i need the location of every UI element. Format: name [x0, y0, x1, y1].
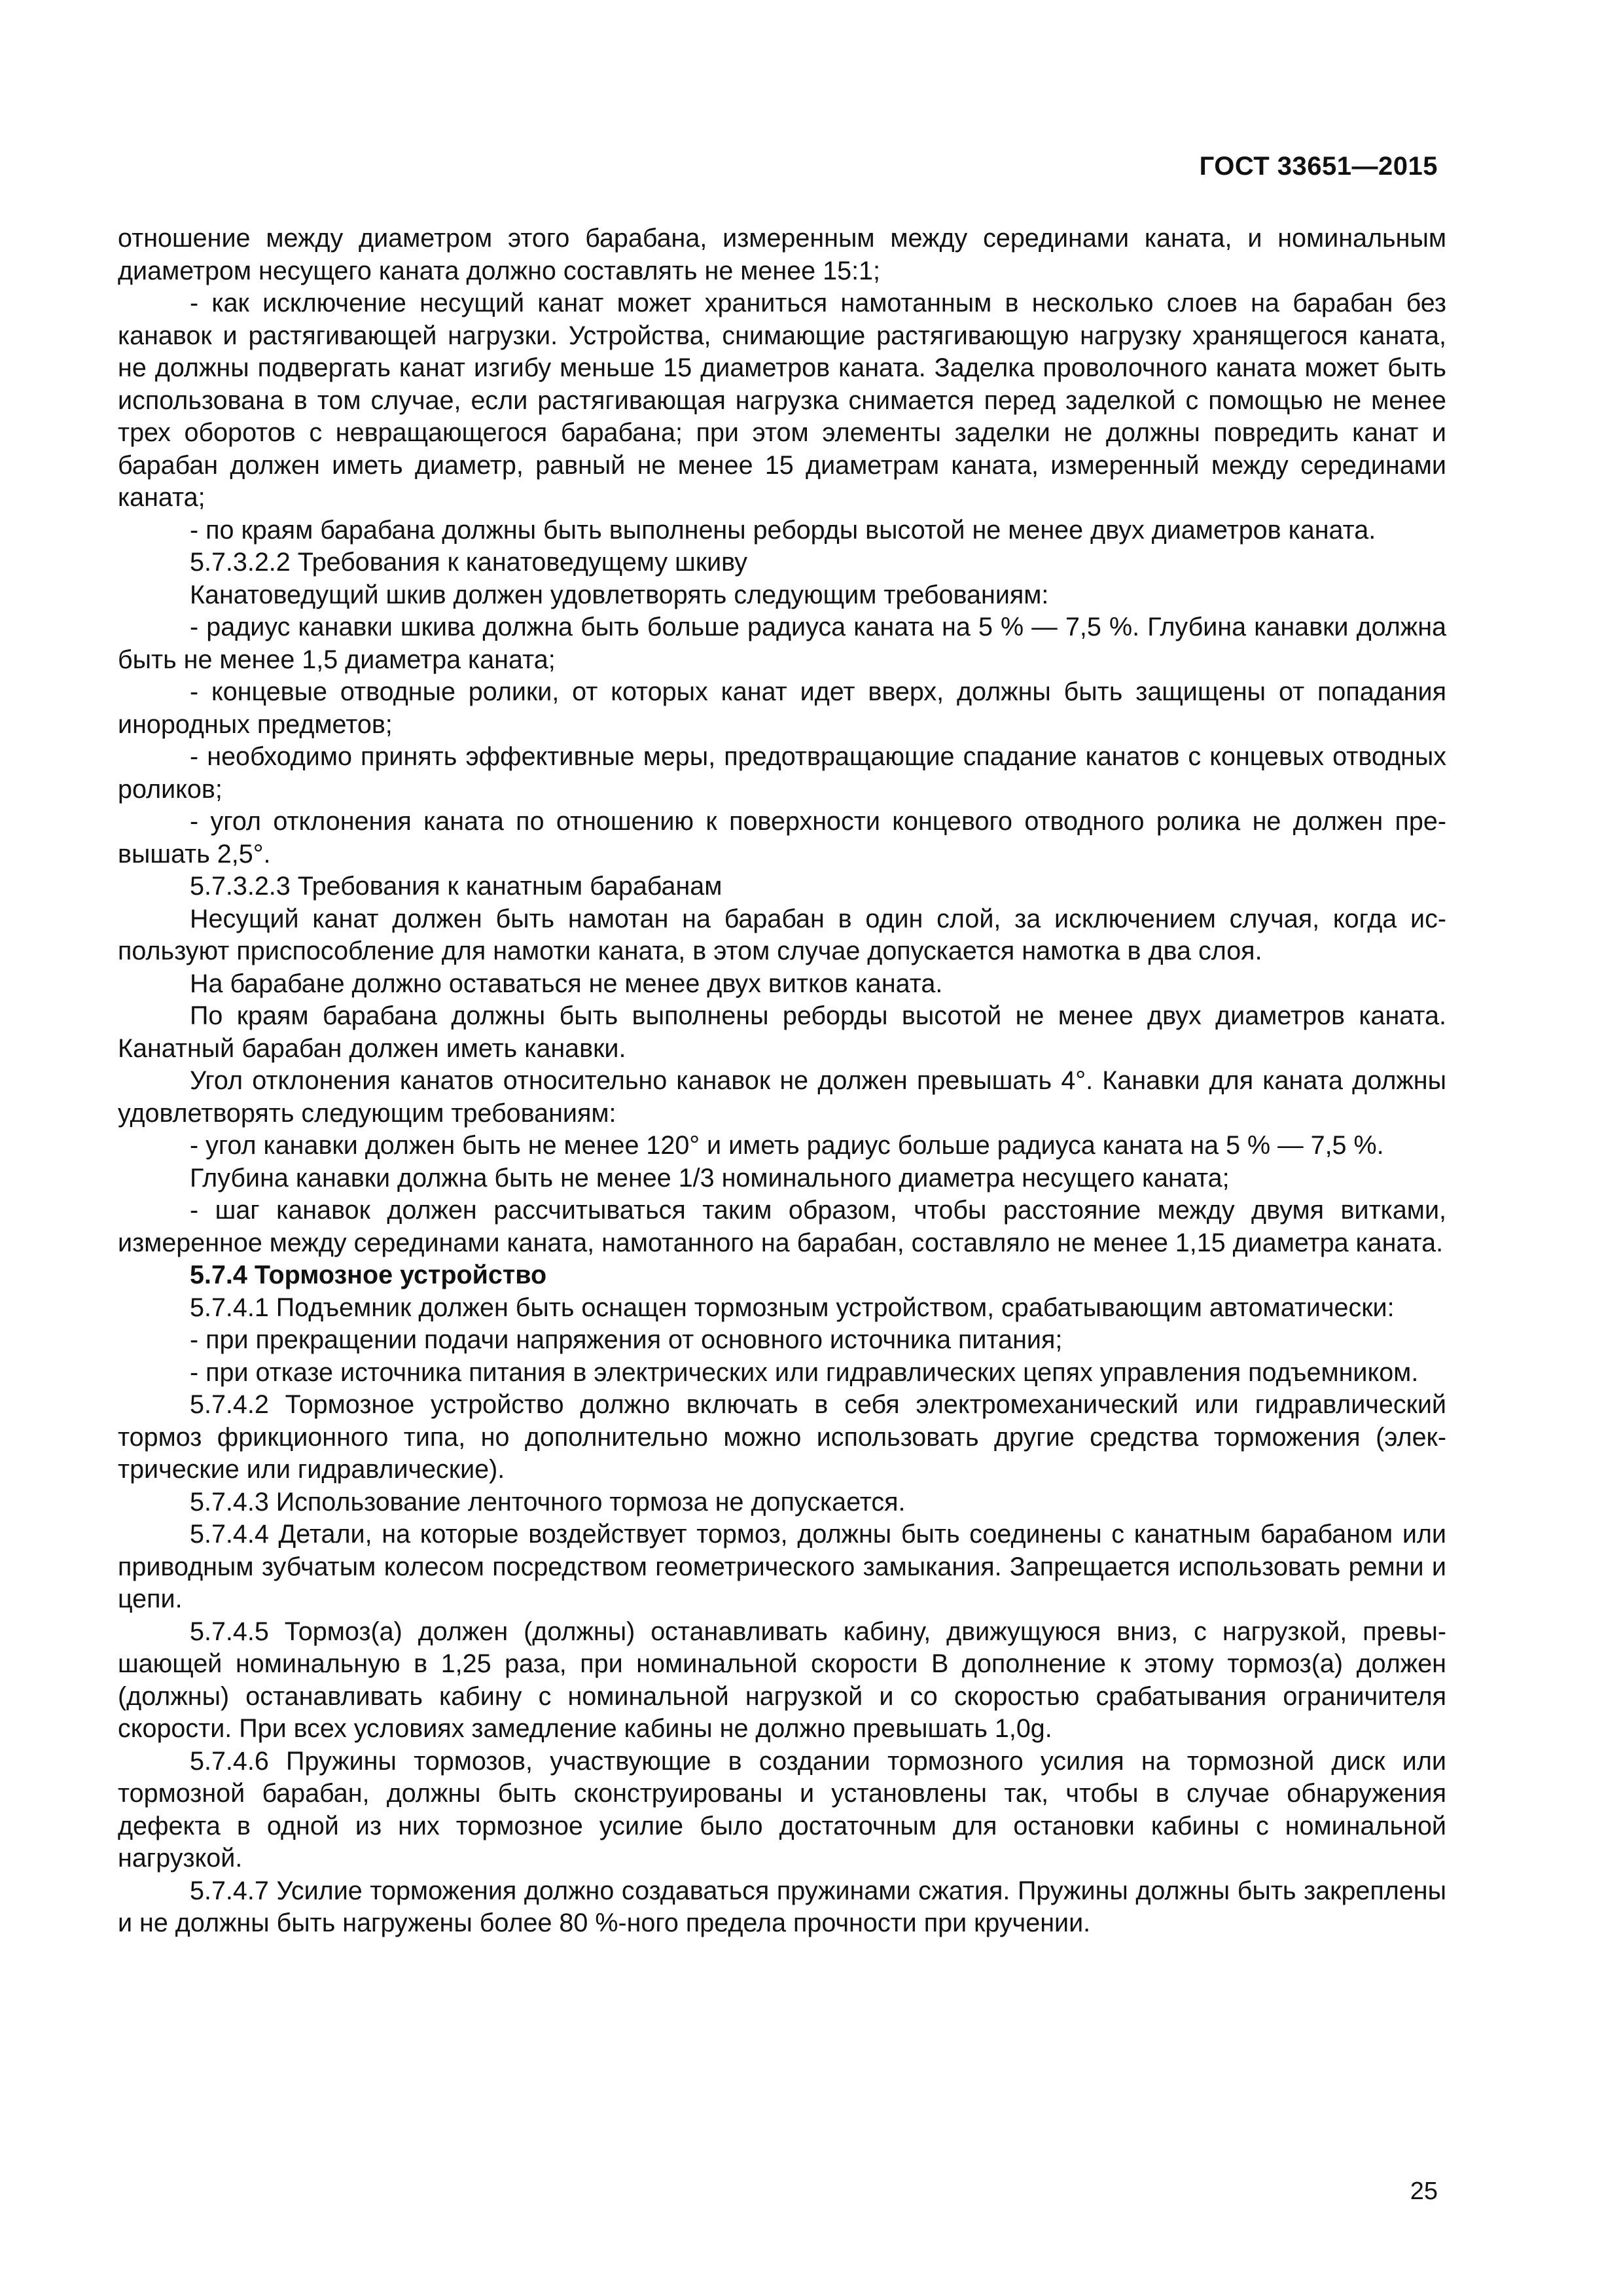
list-item: - при отказе источника питания в электрических или гидравлических цепях управления подъемником. [190, 1357, 1419, 1387]
paragraph: отношение между диаметром этого барабана, измеренным между серединами каната, и номинальным диаметром несущего каната должно составлять не менее 15:1; [118, 224, 1446, 285]
section-heading: 5.7.4 Тормозное устройство [190, 1261, 547, 1289]
clause: 5.7.4.4 Детали, на которые воздействует тормоз, должны быть соединены с канатным барабаном или приводным зубчатым колесом посредством геометрического замыкания. Запрещается использовать ремни и цепи. [118, 1520, 1446, 1613]
clause: 5.7.4.3 Использование ленточного тормоза не допускается. [190, 1487, 906, 1516]
subsection-heading: 5.7.3.2.2 Требования к канатоведущему шкиву [190, 548, 748, 577]
clause: 5.7.4.2 Тормозное устройство должно включать в себя электромеханический или гидравлический тормоз фрикционного типа, но дополнительно можно использовать другие средства торможения (электрические или гидравлические). [118, 1390, 1446, 1484]
paragraph: Угол отклонения канатов относительно канавок не должен превышать 4°. Канавки для каната должны удовлетворять следующим требованиям: [118, 1066, 1446, 1128]
clause: 5.7.4.7 Усилие торможения должно создаваться пружинами сжатия. Пружины должны быть закреплены и не должны быть нагружены более 80 %-ного предела прочности при кручении. [118, 1876, 1446, 1937]
paragraph: По краям барабана должны быть выполнены реборды высотой не менее двух диаметров каната. Канатный барабан должен иметь канавки. [118, 1001, 1446, 1063]
list-item: - угол отклонения каната по отношению к поверхности концевого отводного ролика не должен превышать 2,5°. [118, 807, 1446, 869]
clause: 5.7.4.6 Пружины тормозов, участвующие в создании тормозного усилия на тормозной диск или тормозной барабан, должны быть сконструированы и установлены так, чтобы в случае обнаружения дефекта в одной из них тормозное усилие было достаточным для остановки кабины с номинальной нагрузкой. [118, 1746, 1446, 1873]
document-code-header: ГОСТ 33651—2015 [1199, 152, 1438, 181]
list-item: - по краям барабана должны быть выполнены реборды высотой не менее двух диаметров каната. [190, 515, 1376, 545]
page-number: 25 [1410, 2178, 1438, 2205]
clause: 5.7.4.5 Тормоз(а) должен (должны) останавливать кабину, движущуюся вниз, с нагрузкой, превышающей номинальную в 1,25 раза, при номинальной скорости В дополнение к этому тормоз(а) должен (должны) останавливать кабину с номинальной нагрузкой и со скоростью срабатывания ограничителя скорости. При всех условиях замедление кабины не должно превышать 1,0g. [118, 1617, 1446, 1743]
paragraph: На барабане должно оставаться не менее двух витков каната. [190, 969, 943, 998]
document-body [118, 223, 1446, 1940]
clause: 5.7.4.1 Подъемник должен быть оснащен тормозным устройством, срабатывающим автоматически: [190, 1293, 1395, 1322]
subsection-heading: 5.7.3.2.3 Требования к канатным барабанам [190, 872, 722, 901]
list-item: - концевые отводные ролики, от которых канат идет вверх, должны быть защищены от попадания инородных предметов; [118, 677, 1446, 739]
list-item: - необходимо принять эффективные меры, предотвращающие спадание канатов с концевых отводных роликов; [118, 742, 1446, 804]
paragraph: Несущий канат должен быть намотан на барабан в один слой, за исключением случая, когда используют приспособление для намотки каната, в этом случае допускается намотка в два слоя. [118, 904, 1446, 965]
list-item: - шаг канавок должен рассчитываться таким образом, чтобы расстояние между двумя витками, измеренное между серединами каната, намотанного на барабан, составляло не менее 1,15 диаметра каната. [118, 1196, 1446, 1257]
list-item: - при прекращении подачи напряжения от основного источника питания; [190, 1325, 1063, 1354]
paragraph: Глубина канавки должна быть не менее 1/3 номинального диаметра несущего каната; [190, 1163, 1230, 1193]
paragraph: Канатоведущий шкив должен удовлетворять следующим требованиям: [190, 580, 1049, 609]
list-item: - угол канавки должен быть не менее 120° и иметь радиус больше радиуса каната на 5 % — 7,5 %. [190, 1131, 1384, 1160]
list-item: - как исключение несущий канат может храниться намотанным в несколько слоев на барабан без канавок и растягивающей нагрузки. Устройства, снимающие растягивающую нагрузку хранящегося каната, не должны подвергать канат изгибу меньше 15 диаметров каната. Заделка проволочного каната может быть использована в том случае, если растягивающая нагрузка снимается перед заделкой с помощью не менее трех оборотов с невращающегося барабана; при этом элементы заделки не должны повредить канат и барабан должен иметь диаметр, равный не менее 15 диаметрам каната, измеренный между серединами каната; [118, 289, 1446, 512]
list-item: - радиус канавки шкива должна быть больше радиуса каната на 5 % — 7,5 %. Глубина канавки должна быть не менее 1,5 диаметра каната; [118, 613, 1446, 674]
